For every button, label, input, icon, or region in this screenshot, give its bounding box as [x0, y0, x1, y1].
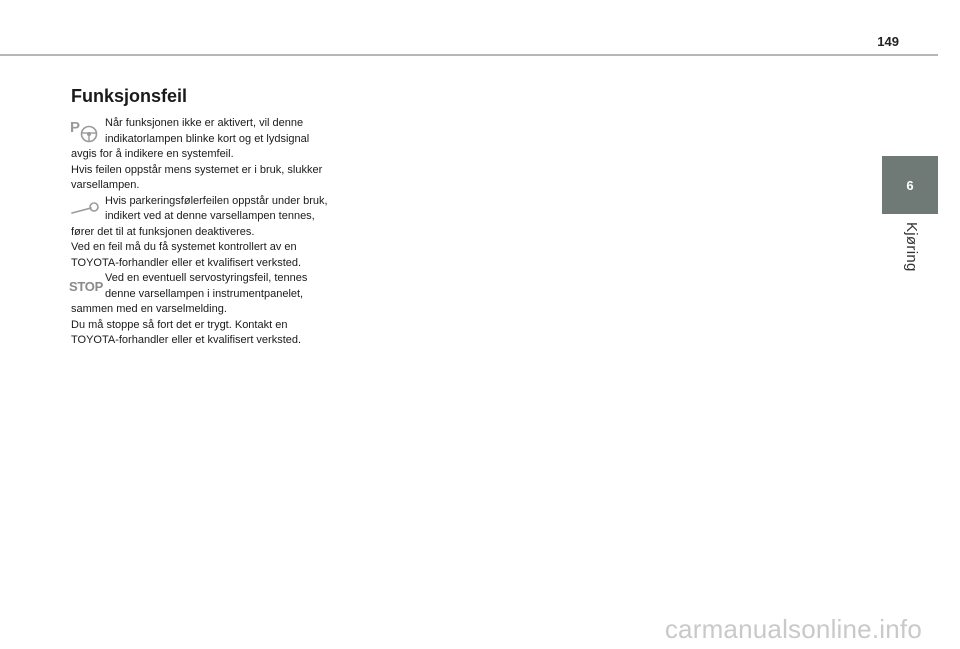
paragraph-6: Du må stoppe så fort det er trygt. Kontakt en TOYOTA-forhandler eller et kvalifisert verksted.	[71, 318, 302, 346]
header-divider	[0, 54, 938, 56]
paragraph-4: Ved en feil må du få systemet kontrollert av en TOYOTA-forhandler eller et kvalifisert verksted.	[71, 241, 302, 269]
section-title: Funksjonsfeil	[71, 86, 188, 106]
paragraph-3: Hvis parkeringsfølerfeilen oppstår under bruk, indikert ved at denne varsellampen tennes, fører det til at funksjonen deaktiveres.	[71, 194, 328, 238]
stop-icon: STOP	[69, 279, 103, 295]
page-number: 149	[877, 34, 899, 49]
chapter-tab[interactable]	[882, 156, 938, 214]
chapter-number: 6	[906, 177, 914, 193]
paragraph-5: STOP Ved en eventuell servostyringsfeil, tennes denne varsellampen i instrumentpanelet, sammen med en varselmelding.	[69, 272, 308, 315]
watermark: carmanualsonline.info	[664, 614, 922, 644]
wrench-icon	[69, 194, 103, 224]
paragraph-2: Hvis feilen oppstår mens systemet er i bruk, slukker varsellampen.	[71, 163, 323, 191]
paragraph-1: P Når funksjonen ikke er aktivert, vil denne indikatorlampen blinke kort og et lydsignal avgis for å indikere en systemfeil.	[70, 117, 310, 160]
section-content	[71, 86, 333, 349]
chapter-title: Kjøring	[903, 222, 920, 272]
parking-sensor-steering-icon	[69, 116, 103, 146]
svg-text:P: P	[70, 119, 81, 136]
